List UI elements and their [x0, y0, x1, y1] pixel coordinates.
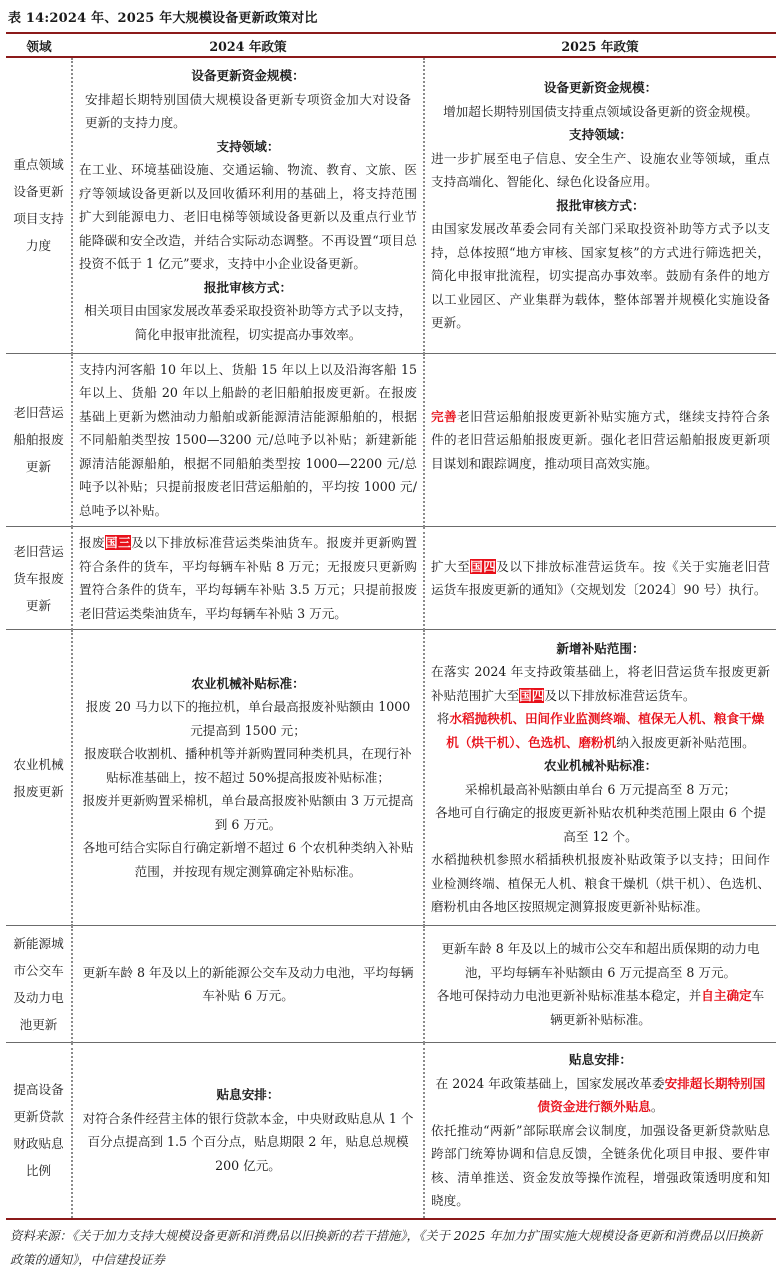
header-2024: 2024 年政策: [72, 33, 424, 57]
subheading: 报批审核方式：: [556, 197, 645, 213]
paragraph: 安排超长期特别国债大规模设备更新专项资金加大对设备更新的支持力度。: [85, 91, 411, 131]
highlight-text: 自主确定: [701, 988, 752, 1003]
subheading: 支持领域：: [569, 127, 632, 142]
cell-2025: [424, 353, 776, 527]
paragraph: [431, 1072, 770, 1119]
paragraph: 采棉机最高补贴额由单台 6 万元提高至 8 万元；: [464, 781, 737, 797]
highlight-badge: 国四: [519, 687, 545, 703]
cell-2024: [72, 926, 424, 1043]
cell-2024: [72, 527, 424, 630]
cell-2025: [424, 527, 776, 630]
paragraph: 相关项目由国家发展改革委采取投资补助等方式予以支持，简化申报审批流程，切实提高办事效率。: [84, 303, 412, 342]
subheading: 新增补贴范围：: [556, 640, 645, 656]
row-field: 重点领域设备更新项目支持力度: [6, 57, 72, 353]
paragraph: 报废联合收割机、播种机等并新购置同种类机具，在现行补贴标准基础上，按不超过 50%提高报废补贴标准；: [84, 746, 412, 785]
paragraph: [79, 531, 417, 625]
table-row: [6, 527, 776, 630]
highlight-badge: 国四: [470, 558, 497, 574]
subheading: 设备更新资金规模：: [191, 68, 305, 84]
highlight-text: 水稻抛秧机、田间作业监测终端、植保无人机、粮食干燥机（烘干机）、色选机、磨粉机: [446, 711, 765, 750]
paragraph: 进一步扩展至电子信息、安全生产、设施农业等领域，重点支持高端化、智能化、绿色化设备应用。: [431, 150, 770, 189]
subheading: 贴息安排：: [216, 1087, 280, 1103]
table-header-row: [6, 33, 776, 57]
paragraph-text: 及以下排放标准营运类柴油货车。报废并更新购置符合条件的货车，平均每辆车补贴 8 万元；无报废只更新购置符合条件的货车，平均每辆车补贴 3.5 万元；只提前报废老旧营运类柴油货车，平均每辆车补贴 3 万元。: [79, 535, 418, 621]
row-field: 提高设备更新贷款财政贴息比例: [6, 1043, 72, 1219]
paragraph-text: 各地可保持动力电池更新补贴标准基本稳定，并: [436, 988, 702, 1003]
paragraph: 由国家发展改革委会同有关部门采取投资补助等方式予以支持，总体按照“地方审核、国家复核”的方式进行筛选把关，简化申报审批流程，切实提高办事效率。鼓励有条件的地方以工业园区、产业集群为载体，整体部署并规模化实施设备更新。: [431, 221, 770, 330]
table-row: [6, 1043, 776, 1219]
table-row: [6, 630, 776, 926]
paragraph-text: 在落实 2024 年支持政策基础上，将老旧营运货车报废更新补贴范围扩大至: [431, 664, 770, 703]
highlight-text: 安排超长期特别国债资金进行额外贴息: [537, 1075, 766, 1114]
subheading: 贴息安排：: [569, 1052, 632, 1067]
subheading: 报批审核方式：: [203, 279, 293, 295]
paragraph-text: 及以下排放标准营运货车。按《关于实施老旧营运货车报废更新的通知》（交规划发〔2024〕90 号）执行。: [431, 558, 771, 597]
paragraph: [431, 405, 770, 476]
paragraph-text: 报废: [79, 535, 106, 550]
paragraph: [431, 984, 770, 1031]
paragraph-text: 将: [436, 711, 450, 726]
row-field: 老旧营运船舶报废更新: [6, 353, 72, 527]
paragraph-text: 及以下排放标准营运货车。: [544, 687, 696, 703]
source-note: 资料来源：《关于加力支持大规模设备更新和消费品以旧换新的若干措施》，《关于 2025 年加力扩围实施大规模设备更新和消费品以旧换新政策的通知》，中信建投证券: [10, 1227, 762, 1267]
paragraph: 更新车龄 8 年及以上的城市公交车和超出质保期的动力电池，平均每辆车补贴额由 6 万元提高至 8 万元。: [441, 941, 760, 980]
paragraph: 支持内河客船 10 年以上、货船 15 年以上以及沿海客船 15 年以上、货船 20 年以上船龄的老旧船舶报废更新。在报废基础上更新为燃油动力船舶或新能源清洁能源船舶的，根据不同船舶类型按 1500—3200 元/总吨予以补贴；新建新能源清洁能源船舶，根据不同船舶类型按 1000—2200 元/总吨予以补贴；只提前报废老旧营运船舶的，平均按 1000 元/总吨予以补贴。: [79, 361, 417, 518]
paragraph: 水稻抛秧机参照水稻插秧机报废补贴政策予以支持；田间作业检测终端、植保无人机、粮食干燥机（烘干机）、色选机、磨粉机由各地区按照规定测算报废更新补贴标准。: [431, 852, 770, 914]
paragraph-text: 纳入报废更新补贴范围。: [616, 734, 755, 750]
paragraph: [431, 660, 770, 707]
row-field: 农业机械报废更新: [6, 630, 72, 926]
cell-2025: [424, 630, 776, 926]
cell-2024: [72, 630, 424, 926]
highlight-badge: 国三: [105, 535, 132, 550]
paragraph: 增加超长期特别国债支持重点领域设备更新的资金规模。: [443, 103, 758, 119]
subheading: 农业机械补贴标准：: [191, 675, 305, 691]
paragraph: 各地可结合实际自行确定新增不超过 6 个农机种类纳入补贴范围，并按现有规定测算确定补贴标准。: [82, 840, 414, 879]
subheading: 设备更新资金规模：: [543, 80, 658, 95]
cell-2025: [424, 1043, 776, 1219]
subheading: 农业机械补贴标准：: [543, 758, 658, 773]
table-caption: 表 14:2024 年、2025 年大规模设备更新政策对比: [8, 11, 318, 26]
paragraph: 在工业、环境基础设施、交通运输、物流、教育、文旅、医疗等领域设备更新以及回收循环利用的基础上，将支持范围扩大到能源电力、老旧电梯等领域设备更新以及重点行业节能降碳和安全改造，并结合实际动态调整。不再设置“项目总投资不低于 1 亿元”要求，支持中小企业设备更新。: [79, 162, 417, 272]
policy-comparison-table: [6, 32, 776, 1220]
row-field: 老旧营运货车报废更新: [6, 527, 72, 630]
cell-2025: [424, 57, 776, 353]
table-row: [6, 353, 776, 527]
paragraph: 各地可自行确定的报废更新补贴农机种类范围上限由 6 个提高至 12 个。: [435, 805, 766, 844]
paragraph: 对符合条件经营主体的银行贷款本金，中央财政贴息从 1 个百分点提高到 1.5 个百分点，贴息期限 2 年，贴息总规模 200 亿元。: [82, 1110, 414, 1173]
highlight-text: 完善: [431, 408, 458, 424]
cell-2025: [424, 926, 776, 1043]
subheading: 支持领域：: [216, 138, 280, 154]
row-field: 新能源城市公交车及动力电池更新: [6, 926, 72, 1043]
table-row: [6, 57, 776, 353]
cell-2024: [72, 57, 424, 353]
table-row: [6, 926, 776, 1043]
paragraph-text: 车辆更新补贴标准。: [550, 988, 765, 1027]
paragraph: 更新车龄 8 年及以上的新能源公交车及动力电池，平均每辆车补贴 6 万元。: [82, 964, 414, 1003]
paragraph: 依托推动“两新”部际联席会议制度，加强设备更新贷款贴息跨部门统筹协调和信息反馈，全链条优化项目申报、要件审核、清单推送、资金发放等操作流程，增强政策透明度和知晓度。: [431, 1122, 770, 1208]
paragraph: 报废 20 马力以下的拖拉机，单台最高报废补贴额由 1000 元提高到 1500 元；: [85, 699, 411, 738]
header-2025: 2025 年政策: [424, 33, 776, 57]
paragraph: [431, 555, 770, 602]
header-field: 领域: [6, 33, 72, 57]
paragraph: 报废并更新购置采棉机，单台最高报废补贴额由 3 万元提高到 6 万元。: [82, 793, 414, 832]
paragraph-text: 。: [650, 1099, 664, 1114]
paragraph: [431, 707, 770, 754]
paragraph-text: 老旧营运船舶报废更新补贴实施方式，继续支持符合条件的老旧营运船舶报废更新。强化老旧营运船舶报废更新项目谋划和跟踪调度，推动项目高效实施。: [431, 408, 771, 471]
cell-2024: [72, 1043, 424, 1219]
cell-2024: [72, 353, 424, 527]
paragraph-text: 在 2024 年政策基础上，国家发展改革委: [435, 1075, 665, 1091]
paragraph-text: 扩大至: [431, 558, 471, 574]
